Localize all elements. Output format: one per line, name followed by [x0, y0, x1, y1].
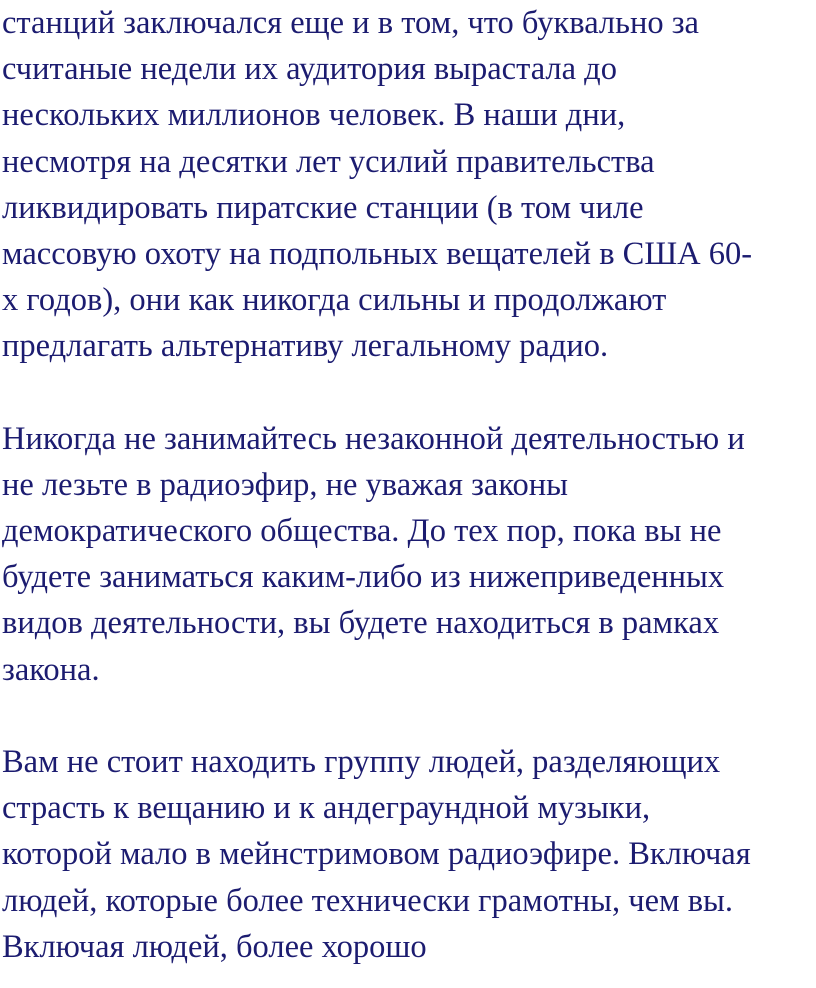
text-line: которой мало в мейнстримовом радиоэфире. Включая	[2, 836, 751, 873]
text-line: считаные недели их аудитория вырастала до	[2, 51, 617, 88]
paragraph-2	[2, 416, 814, 693]
text-line: х годов), они как никогда сильны и продолжают	[2, 282, 667, 319]
text-line: станций заключался еще и в том, что буквально за	[2, 5, 699, 41]
text-line: нескольких миллионов человек. В наши дни,	[2, 97, 626, 134]
text-line: не лезьте в радиоэфир, не уважая законы	[2, 466, 568, 503]
text-line: закона.	[2, 651, 100, 688]
text-line: ликвидировать пиратские станции (в том чиле	[2, 189, 644, 226]
text-line: предлагать альтернативу легальному радио.	[2, 328, 609, 365]
text-line: демократического общества. До тех пор, пока вы не	[2, 513, 722, 550]
text-line: будете заниматься каким-либо из нижеприведенных	[2, 559, 725, 596]
text-line: несмотря на десятки лет усилий правительства	[2, 143, 655, 180]
paragraph-spacer	[2, 693, 814, 739]
document-page	[2, 0, 814, 970]
text-line: страсть к вещанию и к андеграундной музыки,	[2, 790, 651, 827]
paragraph-3	[2, 739, 814, 970]
text-line: людей, которые более технически грамотны, чем вы.	[2, 882, 734, 919]
paragraph-1	[2, 0, 814, 370]
text-line: Включая людей, более хорошо	[2, 928, 427, 965]
text-line: Вам не стоит находить группу людей, разделяющих	[2, 744, 721, 780]
text-line: Никогда не занимайтесь незаконной деятельностью и	[2, 420, 745, 457]
text-line: массовую охоту на подпольных вещателей в США 60-	[2, 235, 753, 272]
paragraph-spacer	[2, 370, 814, 416]
text-line: видов деятельности, вы будете находиться в рамках	[2, 605, 720, 642]
